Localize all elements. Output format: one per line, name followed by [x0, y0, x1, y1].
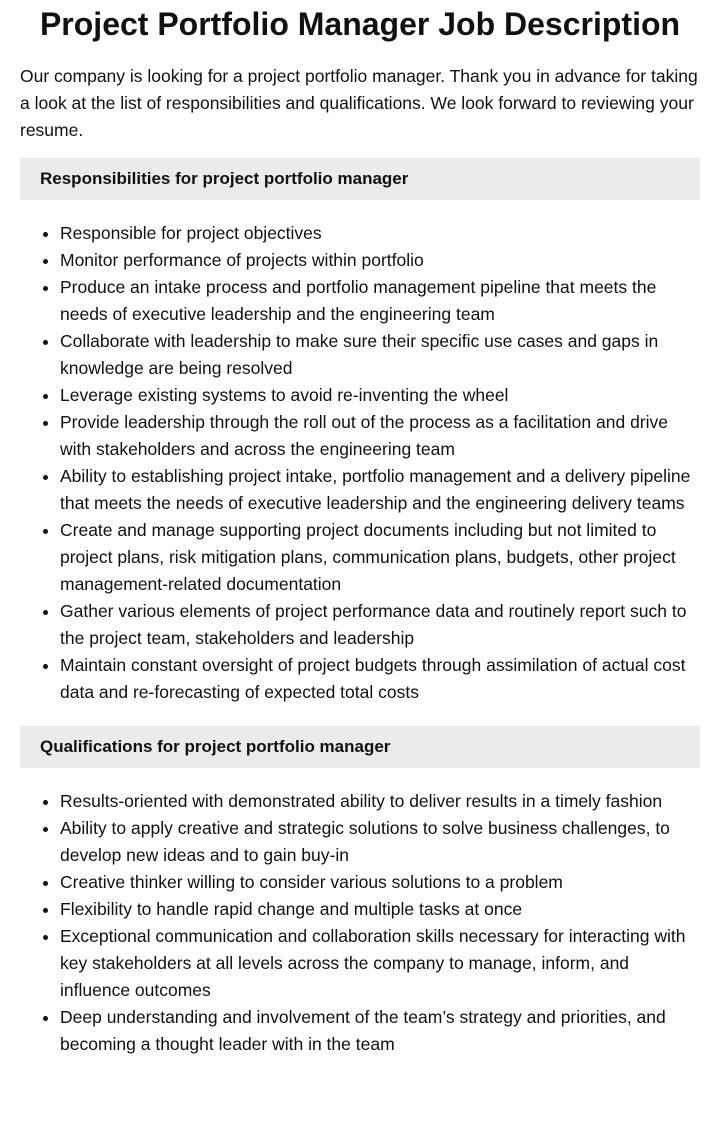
list-item: • Gather various elements of project performance data and routinely report such to the project team, stakeholders and leadership	[60, 598, 700, 652]
list-item: • Create and manage supporting project documents including but not limited to project plans, risk mitigation plans, communication plans, budgets, other project management-related documentation	[60, 517, 700, 598]
list-item: • Monitor performance of projects within portfolio	[60, 247, 700, 274]
list-item: • Collaborate with leadership to make sure their specific use cases and gaps in knowledge are being resolved	[60, 328, 700, 382]
page-title: Project Portfolio Manager Job Description	[39, 6, 681, 42]
qualifications-list	[20, 788, 700, 1058]
list-item: • Exceptional communication and collaboration skills necessary for interacting with key stakeholders at all levels across the company to manage, inform, and influence outcomes	[60, 923, 700, 1004]
qualifications-heading: Qualifications for project portfolio manager	[20, 726, 700, 768]
list-item: • Responsible for project objectives	[60, 220, 700, 247]
list-item: • Leverage existing systems to avoid re-inventing the wheel	[60, 382, 700, 409]
list-item: • Flexibility to handle rapid change and multiple tasks at once	[60, 896, 700, 923]
list-item: • Ability to apply creative and strategic solutions to solve business challenges, to develop new ideas and to gain buy-in	[60, 815, 700, 869]
list-item: • Results-oriented with demonstrated ability to deliver results in a timely fashion	[60, 788, 700, 815]
list-item: • Ability to establishing project intake, portfolio management and a delivery pipeline that meets the needs of executive leadership and the engineering delivery teams	[60, 463, 700, 517]
responsibilities-heading: Responsibilities for project portfolio manager	[20, 158, 700, 200]
intro-text: Our company is looking for a project portfolio manager. Thank you in advance for taking a look at the list of responsibilities and qualifications. We look forward to reviewing your resume.	[20, 66, 698, 140]
list-item: • Maintain constant oversight of project budgets through assimilation of actual cost data and re-forecasting of expected total costs	[60, 652, 700, 706]
list-item: • Produce an intake process and portfolio management pipeline that meets the needs of executive leadership and the engineering team	[60, 274, 700, 328]
list-item: • Creative thinker willing to consider various solutions to a problem	[60, 869, 700, 896]
list-item: • Deep understanding and involvement of the team’s strategy and priorities, and becoming a thought leader with in the team	[60, 1004, 700, 1058]
responsibilities-list	[20, 220, 700, 706]
list-item: • Provide leadership through the roll out of the process as a facilitation and drive with stakeholders and across the engineering team	[60, 409, 700, 463]
